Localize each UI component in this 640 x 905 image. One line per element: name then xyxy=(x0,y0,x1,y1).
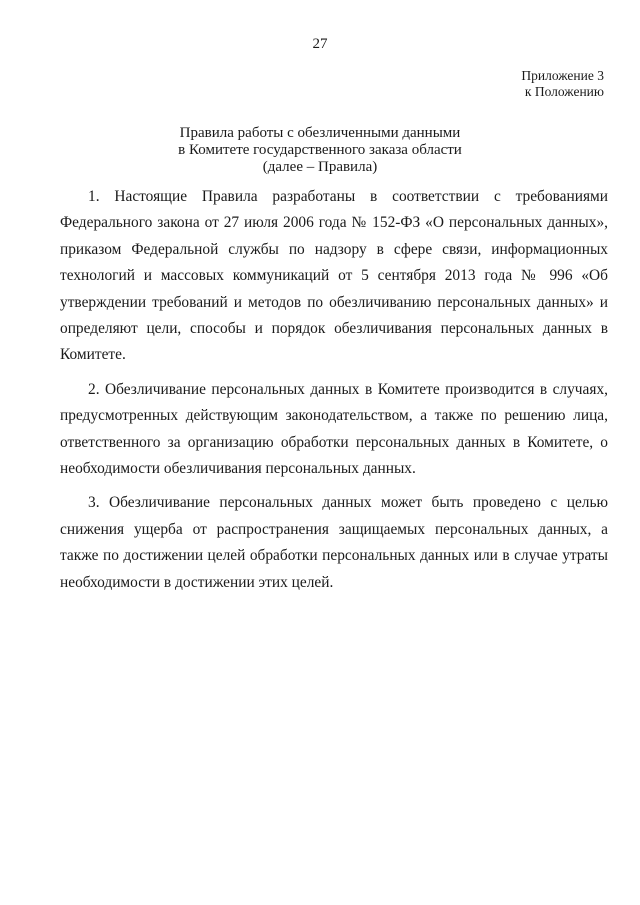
paragraph-2: 2. Обезличивание персональных данных в Комитете производится в случаях, предусмотренных действующим законодательством, а также по решению лица, ответственного за организацию обработки персональных данных в Комитете, о необходимости обезличивания персональных данных. xyxy=(60,380,608,478)
paragraph-1: 1. Настоящие Правила разработаны в соответствии с требованиями Федерального закона от 27 июля 2006 года № 152-ФЗ «О персональных данных», приказом Федеральной службы по надзору в сфере связи, информационных технологий и массовых коммуникаций от 5 сентября 2013 года № 996 «Об утверждении требований и методов по обезличиванию персональных данных» и определяют цели, способы и порядок обезличивания персональных данных в Комитете. xyxy=(60,188,608,364)
title-line-1: Правила работы с обезличенными данными xyxy=(179,125,461,141)
title-line-3: (далее – Правила) xyxy=(262,159,378,175)
title-line-2: в Комитете государственного заказа области xyxy=(178,142,462,158)
appendix-line-2: к Положению xyxy=(524,84,604,99)
paragraph-3: 3. Обезличивание персональных данных может быть проведено с целью снижения ущерба от распространения защищаемых персональных данных, а также по достижении целей обработки персональных данных или в случае утраты необходимости в достижении этих целей. xyxy=(60,494,608,591)
page-number: 27 xyxy=(312,36,328,52)
appendix-line-1: Приложение 3 xyxy=(521,68,604,83)
document-body xyxy=(60,184,608,604)
appendix-reference xyxy=(521,68,604,100)
document-title xyxy=(0,125,640,176)
